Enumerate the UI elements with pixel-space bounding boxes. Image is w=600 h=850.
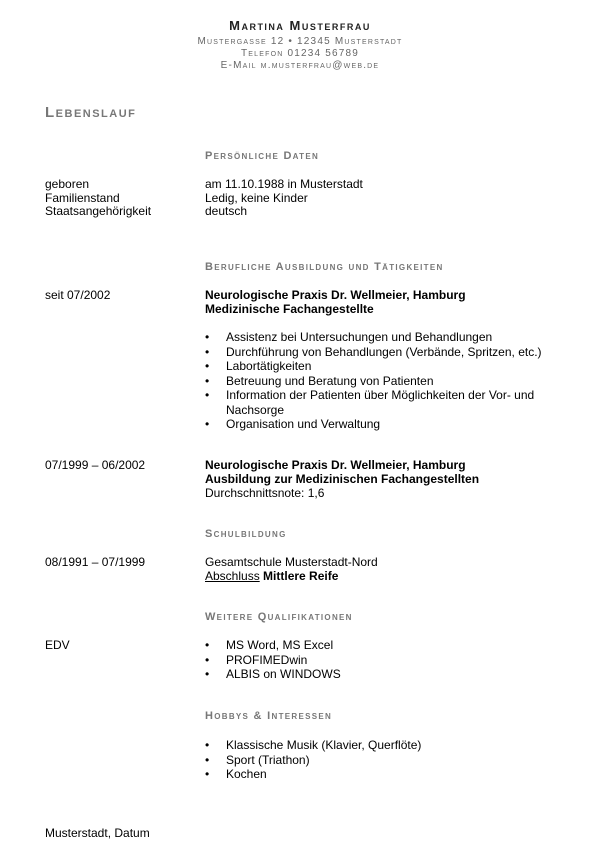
section-heading-qualifications: Weitere Qualifikationen <box>205 611 353 623</box>
list-item: • ALBIS on WINDOWS <box>205 667 555 682</box>
personal-value-family: Ledig, keine Kinder <box>205 191 308 205</box>
section-heading-hobbies: Hobbys & Interessen <box>205 710 333 722</box>
section-heading-personal: Persönliche Daten <box>205 150 320 162</box>
personal-label-family: Familienstand <box>45 191 120 205</box>
address-line: Mustergasse 12 • 12345 Musterstadt <box>197 36 403 47</box>
school-degree-line <box>205 569 338 583</box>
qualifications-label: EDV <box>45 638 70 652</box>
school-degree-label: Abschluss <box>205 569 260 583</box>
section-heading-work: Berufliche Ausbildung und Tätigkeiten <box>205 261 444 273</box>
list-item: • PROFIMEDwin <box>205 653 555 668</box>
list-item: • Organisation und Verwaltung <box>205 417 555 432</box>
personal-value-nationality: deutsch <box>205 204 248 218</box>
work-task-list <box>205 330 555 432</box>
school-period: 08/1991 – 07/1999 <box>45 555 146 569</box>
work-role-current: Medizinische Fachangestellte <box>205 302 374 316</box>
work-period-training: 07/1999 – 06/2002 <box>45 458 146 472</box>
document-title: Lebenslauf <box>45 104 137 121</box>
list-item: • Durchführung von Behandlungen (Verbände, Spritzen, etc.) <box>205 345 555 360</box>
work-employer-current: Neurologische Praxis Dr. Wellmeier, Hamburg <box>205 288 466 302</box>
work-role-training: Ausbildung zur Medizinischen Fachangestellten <box>205 472 480 486</box>
school-degree: Mittlere Reife <box>263 569 339 583</box>
personal-value-birth: am 11.10.1988 in Musterstadt <box>205 177 363 191</box>
list-item: • Kochen <box>205 767 555 782</box>
work-grade-training: Durchschnittsnote: 1,6 <box>205 486 325 500</box>
applicant-name: Martina Musterfrau <box>229 18 371 33</box>
list-item: • Sport (Triathon) <box>205 753 555 768</box>
phone-line: Telefon 01234 56789 <box>240 48 360 59</box>
personal-label-nationality: Staatsangehörigkeit <box>45 204 152 218</box>
list-item: • Assistenz bei Untersuchungen und Behandlungen <box>205 330 555 345</box>
list-item: • Betreuung und Beratung von Patienten <box>205 374 555 389</box>
place-date: Musterstadt, Datum <box>45 826 150 840</box>
email-line: E-Mail m.musterfrau@web.de <box>220 60 380 71</box>
school-name: Gesamtschule Musterstadt-Nord <box>205 555 378 569</box>
list-item: • Klassische Musik (Klavier, Querflöte) <box>205 738 555 753</box>
list-item: • MS Word, MS Excel <box>205 638 555 653</box>
work-employer-training: Neurologische Praxis Dr. Wellmeier, Hamburg <box>205 458 466 472</box>
qualifications-list <box>205 638 555 682</box>
list-item: • Information der Patienten über Möglichkeiten der Vor- und Nachsorge <box>205 388 555 417</box>
list-item: • Labortätigkeiten <box>205 359 555 374</box>
personal-label-birth: geboren <box>45 177 90 191</box>
work-period-current: seit 07/2002 <box>45 288 111 302</box>
hobbies-list <box>205 738 555 782</box>
section-heading-school: Schulbildung <box>205 528 287 540</box>
